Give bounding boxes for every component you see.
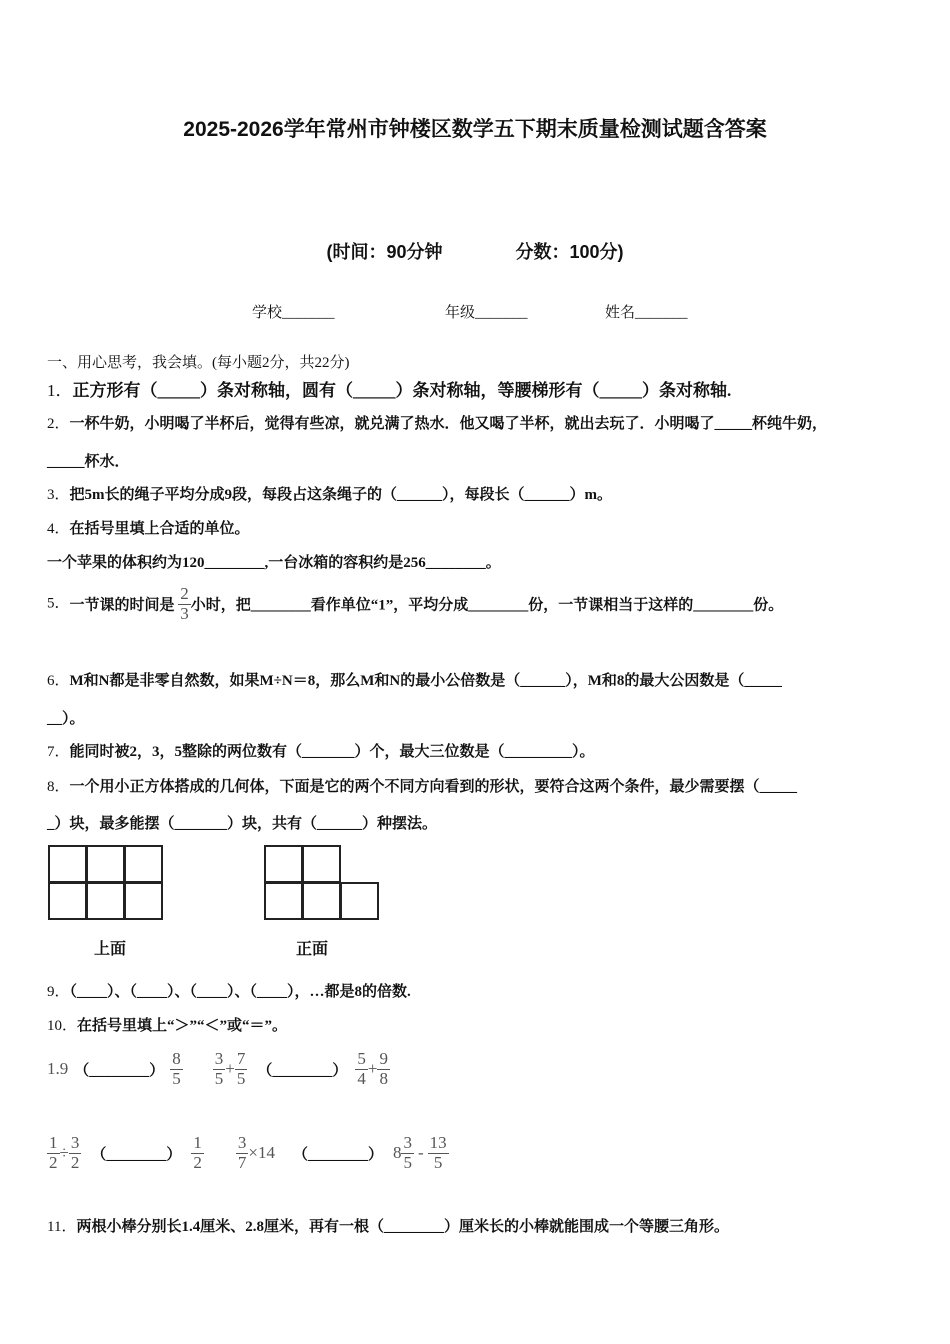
question-4 (47, 517, 250, 538)
question-number: 2． (47, 416, 70, 432)
question-4-cont: 一个苹果的体积约为120________,一台冰箱的容积约是256________。 (47, 555, 501, 571)
question-number: 10． (47, 1018, 78, 1034)
question-text: 在括号里填上合适的单位。 (69, 521, 250, 537)
question-text: 在括号里填上“＞”“＜”或“＝”。 (77, 1018, 288, 1034)
value-1-9: 1.9 (47, 1059, 69, 1078)
fraction: $\frac{3}{2}$ (70, 1132, 80, 1172)
compare-row-1 (47, 1046, 390, 1092)
grid-cell (48, 845, 87, 883)
fraction: $\frac{3}{5}$ (403, 1132, 412, 1172)
question-number: 8． (47, 779, 70, 795)
question-text: 正方形有（_____）条对称轴，圆有（_____）条对称轴，等腰梯形有（_____）条对称轴. (72, 381, 732, 400)
plus-sign: + (225, 1059, 235, 1078)
question-text: 一杯牛奶，小明喝了半杯后，觉得有些凉，就兑满了热水．他又喝了半杯，就出去玩了．小明喝了_____杯纯牛奶， (69, 416, 828, 432)
score-info: 分数：100分) (515, 242, 624, 262)
fraction: $\frac{1}{2}$ (49, 1132, 58, 1172)
compare-row-2 (47, 1130, 449, 1176)
question-8-cont: _）块，最多能摆（_______）块，共有（______）种摆法。 (47, 816, 438, 832)
question-number: 9． (47, 984, 70, 1000)
question-10 (47, 1014, 287, 1035)
grid-cell (264, 882, 303, 920)
question-7 (47, 740, 595, 761)
school-field: 学校_______ (252, 305, 335, 321)
question-number: 1． (47, 381, 73, 400)
exam-meta (0, 238, 950, 264)
fraction: $\frac{3}{5}$ (214, 1048, 224, 1088)
fraction: $\frac{9}{8}$ (379, 1048, 388, 1088)
fraction: $\frac{7}{5}$ (236, 1048, 246, 1088)
question-text: （____）、（____）、（____）、（____），…都是8的倍数. (69, 984, 411, 1000)
grid-cell (48, 882, 87, 920)
question-8 (47, 775, 797, 796)
question-text-pre: 一节课的时间是 (69, 597, 175, 614)
question-3 (47, 483, 612, 504)
front-view-caption: 正面 (296, 941, 329, 958)
fraction: $\frac{3}{7}$ (237, 1132, 247, 1172)
question-number: 6． (47, 673, 70, 689)
grid-cell (302, 882, 341, 920)
grid-cell (302, 845, 341, 883)
question-1 (47, 376, 731, 401)
answer-blank: （________） (257, 1062, 348, 1079)
times-fourteen: ×14 (248, 1143, 275, 1162)
fraction: $\frac{13}{5}$ (429, 1132, 447, 1172)
question-9 (47, 980, 411, 1001)
fraction: $\frac{8}{5}$ (172, 1048, 181, 1088)
whole-number: 8 (392, 1143, 402, 1162)
question-text-post: 小时，把________看作单位“1”，平均分成________份，一节课相当于这样的________份。 (190, 597, 784, 614)
question-5 (47, 585, 783, 623)
question-number: 3． (47, 487, 70, 503)
grade-field: 年级_______ (445, 305, 528, 321)
question-number: 11． (47, 1219, 77, 1235)
grid-cell (86, 882, 125, 920)
top-view-caption: 上面 (94, 941, 127, 958)
grid-cell (264, 845, 303, 883)
question-number: 4． (47, 521, 70, 537)
name-field: 姓名_______ (605, 305, 688, 321)
fraction: $\frac{1}{2}$ (193, 1132, 202, 1172)
question-6-cont: __）。 (47, 711, 85, 727)
question-number: 7． (47, 744, 70, 760)
answer-blank: （________） (74, 1062, 165, 1079)
question-text: 一个用小正方体搭成的几何体，下面是它的两个不同方向看到的形状，要符合这两个条件，最少需要摆（_____ (69, 779, 798, 795)
question-text: 两根小棒分别长1.4厘米、2.8厘米，再有一根（________）厘米长的小棒就能围成一个等腰三角形。 (76, 1219, 729, 1235)
question-text: 能同时被2，3，5整除的两位数有（_______）个，最大三位数是（_________）。 (69, 744, 595, 760)
section-heading: 一、用心思考，我会填。(每小题2分，共22分) (47, 355, 350, 371)
question-2 (47, 412, 827, 433)
question-6 (47, 669, 782, 690)
grid-cell (124, 882, 163, 920)
minus-sign: - (417, 1143, 424, 1162)
question-number: 5． (47, 595, 70, 612)
question-2-cont: _____杯水． (47, 454, 130, 470)
plus-sign: + (367, 1059, 378, 1078)
grid-cell (340, 882, 379, 920)
divide-sign: ÷ (59, 1143, 69, 1162)
fraction: $\frac{5}{4}$ (357, 1048, 366, 1088)
answer-blank: （________） (292, 1146, 383, 1163)
fraction-two-thirds: $\frac{2}{3}$ (180, 584, 189, 623)
time-info: (时间：90分钟 (326, 242, 443, 262)
question-text: M和N都是非零自然数，如果M÷N＝8，那么M和N的最小公倍数是（______），M和8的最大公因数是（_____ (69, 673, 782, 689)
page-title: 2025-2026学年常州市钟楼区数学五下期末质量检测试题含答案 (183, 118, 767, 141)
answer-blank: （________） (91, 1146, 182, 1163)
grid-cell (86, 845, 125, 883)
question-11 (47, 1215, 729, 1236)
grid-cell (124, 845, 163, 883)
question-text: 把5m长的绳子平均分成9段，每段占这条绳子的（______），每段长（______）m。 (69, 487, 613, 503)
